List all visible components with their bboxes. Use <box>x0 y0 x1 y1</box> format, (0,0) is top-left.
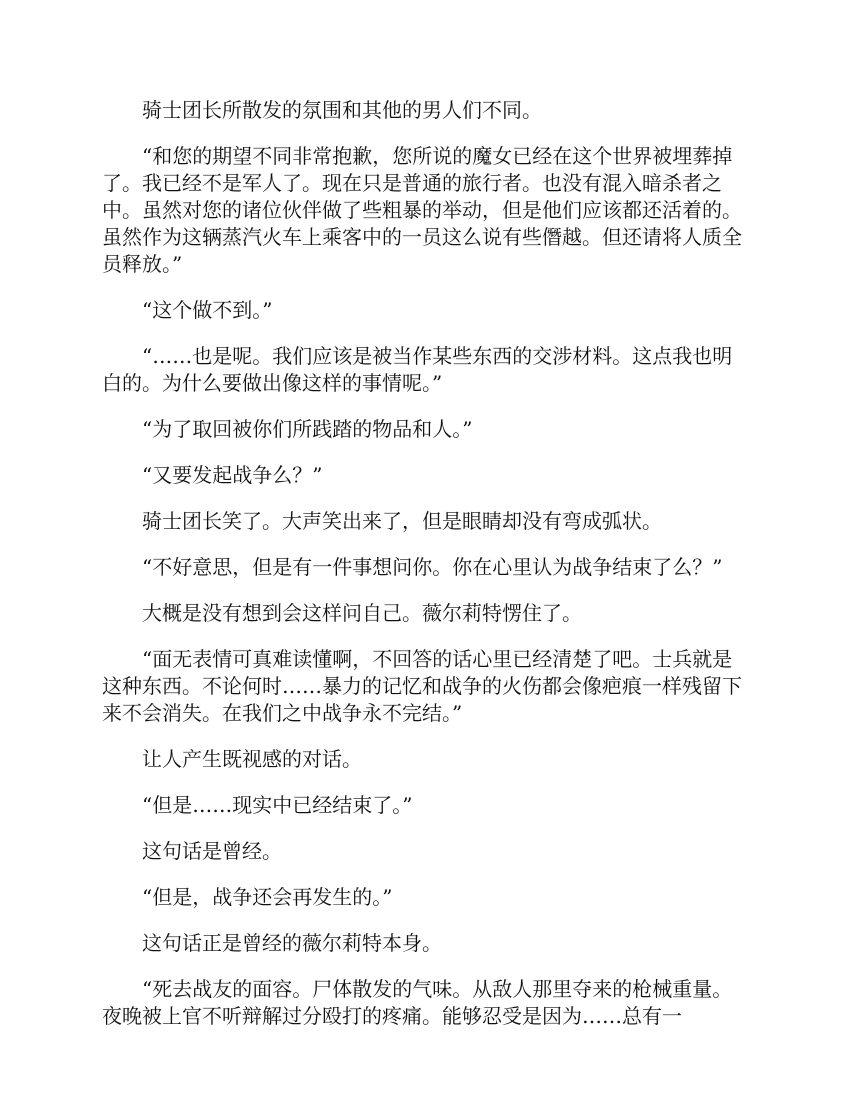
paragraph-16: “死去战友的面容。尸体散发的气味。从敌人那里夺来的枪械重量。夜晚被上官不听辩解过分殴打的疼痛。能够忍受是因为……总有一 <box>102 977 733 1028</box>
paragraph-10: “面无表情可真难读懂啊，不回答的话心里已经清楚了吧。士兵就是这种东西。不论何时……暴力的记忆和战争的火伤都会像疤痕一样残留下来不会消失。在我们之中战争永不完结。” <box>102 647 742 725</box>
paragraph-15: 这句话正是曾经的薇尔莉特本身。 <box>142 931 442 955</box>
paragraph-3: “这个做不到。” <box>142 298 273 322</box>
paragraph-6: “又要发起战争么？” <box>142 463 323 487</box>
paragraph-1: 骑士团长所散发的氛围和其他的男人们不同。 <box>142 98 542 122</box>
paragraph-14: “但是，战争还会再发生的。” <box>142 885 393 909</box>
paragraph-4: “……也是呢。我们应该是被当作某些东西的交涉材料。这点我也明白的。为什么要做出像这样的事情呢。” <box>102 344 733 395</box>
paragraph-13: 这句话是曾经。 <box>142 839 282 863</box>
paragraph-7: 骑士团长笑了。大声笑出来了，但是眼睛却没有弯成弧状。 <box>142 509 662 533</box>
paragraph-5: “为了取回被你们所践踏的物品和人。” <box>142 417 473 441</box>
paragraph-11: 让人产生既视感的对话。 <box>142 747 362 771</box>
paragraph-9: 大概是没有想到会这样问自己。薇尔莉特愣住了。 <box>142 601 582 625</box>
document-page <box>102 97 747 1030</box>
paragraph-8: “不好意思，但是有一件事想问你。你在心里认为战争结束了么？” <box>142 555 723 579</box>
paragraph-12: “但是……现实中已经结束了。” <box>142 793 413 817</box>
paragraph-2: “和您的期望不同非常抱歉，您所说的魔女已经在这个世界被埋葬掉了。我已经不是军人了。现在只是普通的旅行者。也没有混入暗杀者之中。虽然对您的诸位伙伴做了些粗暴的举动，但是他们应该都还活着的。虽然作为这辆蒸汽火车上乘客中的一员这么说有些僭越。但还请将人质全员释放。” <box>102 144 742 276</box>
